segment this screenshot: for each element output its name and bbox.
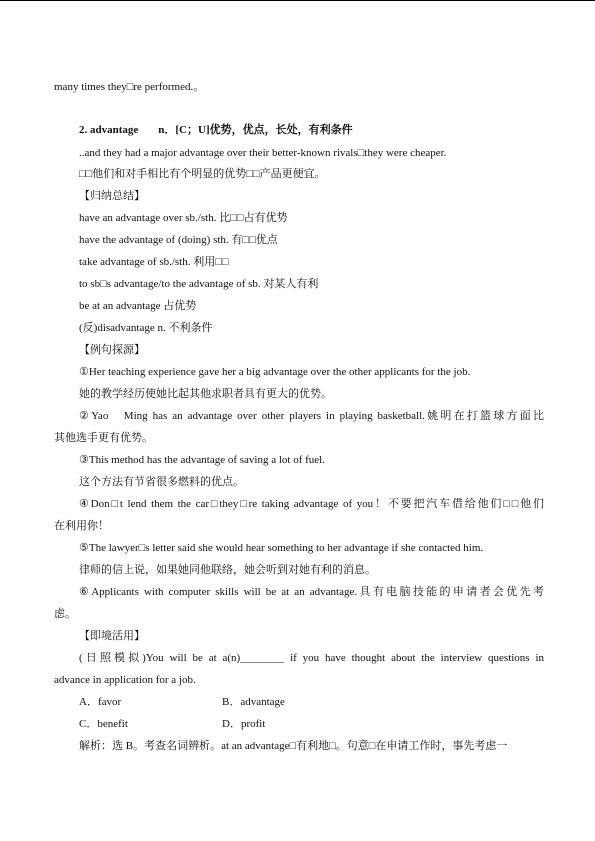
option-a: A．favor xyxy=(79,696,122,708)
example-5-en: ⑤The lawyer□s letter said she would hear something to her advantage if she contacted him. xyxy=(79,542,484,554)
example-4-cont: 在利用你！ xyxy=(54,520,109,532)
answer-explanation: 解析：选 B。考查名词辨析。at an advantage□有利地□。句意□在申请工作时，事先考虑一 xyxy=(79,740,508,752)
example-5-zh: 律师的信上说，如果她同他联络，她会听到对她有利的消息。 xyxy=(79,564,376,576)
option-c: C．benefit xyxy=(79,718,128,730)
examples-label: 【例句探源】 xyxy=(79,344,145,356)
intro-english: ..and they had a major advantage over their better-known rivals□they were cheaper. xyxy=(79,147,447,159)
summary-item: take advantage of sb./sth. 利用□□ xyxy=(79,256,229,268)
example-6-cont: 虑。 xyxy=(54,608,76,620)
entry-word: 2. advantage xyxy=(79,124,139,136)
example-2-en: ②Yao Ming has an advantage over other players in playing basketball.姚明在打篮球方面比 xyxy=(79,410,544,422)
previous-text-line: many times they□re performed.。 xyxy=(54,81,205,93)
example-3-en: ③This method has the advantage of saving a lot of fuel. xyxy=(79,454,325,466)
summary-item: be at an advantage 占优势 xyxy=(79,300,197,312)
page-top-rule xyxy=(0,0,595,1)
option-b: B．advantage xyxy=(222,696,285,708)
exercise-label: 【即境活用】 xyxy=(79,630,145,642)
summary-item: have the advantage of (doing) sth. 有□□优点 xyxy=(79,234,278,246)
summary-item: to sb□s advantage/to the advantage of sb. 对某人有利 xyxy=(79,278,319,290)
summary-label: 【归纳总结】 xyxy=(79,190,145,202)
exercise-question-cont: advance in application for a job. xyxy=(54,674,196,686)
example-6-en: ⑥Applicants with computer skills will be at an advantage.具有电脑技能的申请者会优先考 xyxy=(79,586,544,598)
intro-chinese: □□他们和对手相比有个明显的优势□□产品更便宜。 xyxy=(79,168,326,180)
example-2-cont: 其他选手更有优势。 xyxy=(54,432,153,444)
example-1-zh: 她的教学经历使她比起其他求职者具有更大的优势。 xyxy=(79,388,332,400)
example-1-en: ①Her teaching experience gave her a big advantage over the other applicants for the job. xyxy=(79,366,471,378)
entry-heading xyxy=(79,123,353,137)
example-3-zh: 这个方法有节省很多燃料的优点。 xyxy=(79,476,244,488)
option-d: D．profit xyxy=(222,718,266,730)
example-4-en: ④Don□t lend them the car□they□re taking advantage of you！不要把汽车借给他们□□他们 xyxy=(79,498,544,510)
entry-pos: n．[C；U]优势，优点，长处，有利条件 xyxy=(158,124,353,136)
exercise-question: (日照模拟)You will be at a(n)________ if you have thought about the interview questions in xyxy=(79,652,544,664)
summary-item: (反)disadvantage n. 不利条件 xyxy=(79,322,213,334)
summary-item: have an advantage over sb./sth. 比□□占有优势 xyxy=(79,212,288,224)
